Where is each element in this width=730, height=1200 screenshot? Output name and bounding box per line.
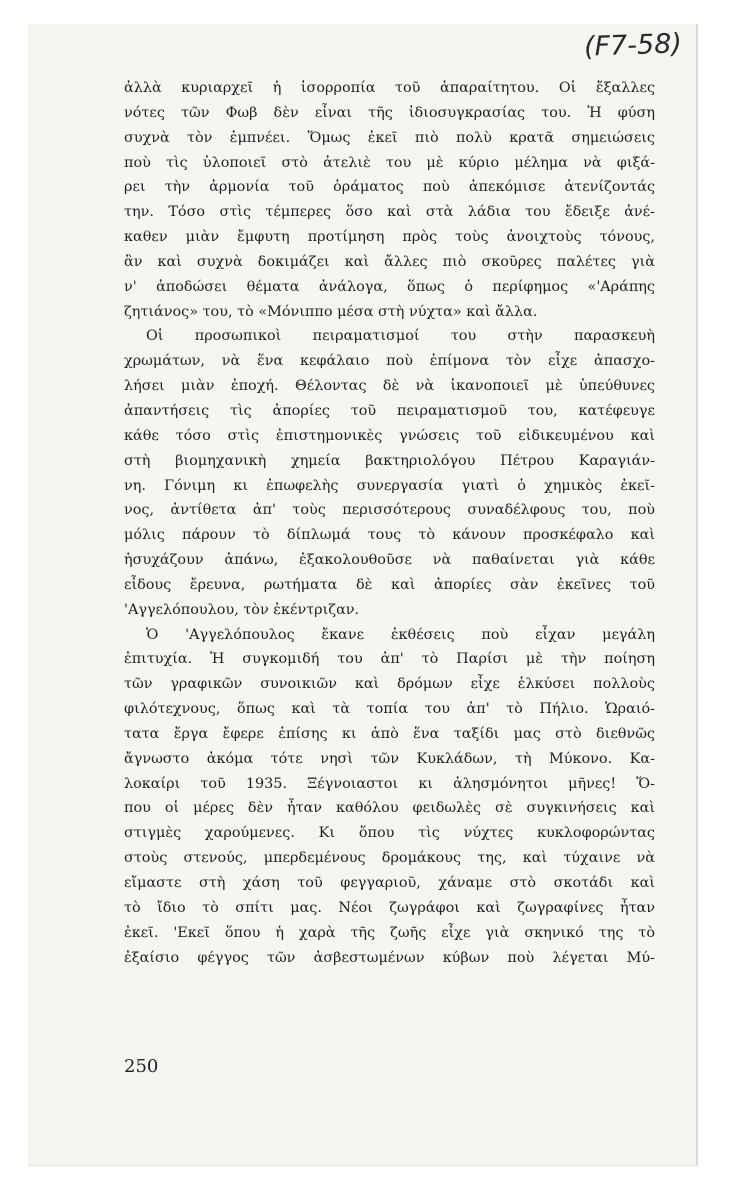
text-line: κάθε τόσο στὶς ἐπιστημονικὲς γνώσεις τοῦ εἰδικευμένου καὶ (124, 427, 655, 444)
text-line: ποὺ τὶς ὑλοποιεῖ στὸ ἀτελιὲ του μὲ κύριο μέλημα νὰ φιξά- (124, 154, 655, 171)
paragraph-1 (124, 76, 655, 324)
text-line: στοὺς στενούς, μπερδεμένους δρομάκους της, καὶ τύχαινε νὰ (124, 850, 655, 867)
text-line: νότες τῶν Φωβ δὲν εἶναι τῆς ἰδιοσυγκρασίας του. Ἡ φύση (124, 104, 655, 121)
page-body-text (124, 76, 655, 970)
text-line: ἐκεῖ. 'Εκεῖ ὅπου ἡ χαρὰ τῆς ζωῆς εἶχε γιὰ σκηνικό της τὸ (124, 924, 655, 941)
text-line: ἀπαντήσεις τὶς ἀπορίες τοῦ πειραματισμοῦ του, κατέφευγε (124, 402, 655, 419)
text-line: Οἱ προσωπικοὶ πειραματισμοί του στὴν παρασκευὴ (146, 328, 655, 345)
text-line: που οἱ μέρες δὲν ἦταν καθόλου φειδωλὲς σὲ συγκινήσεις καὶ (124, 800, 655, 817)
text-line: στὴ βιομηχανικὴ χημεία βακτηριολόγου Πέτρου Καραγιάν- (124, 452, 655, 469)
page-number: 250 (124, 1056, 159, 1077)
text-line: ν' ἀποδώσει θέματα ἀνάλογα, ὅπως ὁ περίφημος «'Αράπης (124, 278, 655, 295)
text-line: ρει τὴν ἁρμονία τοῦ ὁράματος ποὺ ἀπεκόμισε ἀτενίζοντάς (124, 179, 655, 196)
text-line: ἐξαίσιο φέγγος τῶν ἀσβεστωμένων κύβων ποὺ λέγεται Μύ- (124, 949, 655, 966)
text-line: την. Τόσο στὶς τέμπερες ὅσο καὶ στὰ λάδια του ἔδειξε ἀνέ- (124, 204, 655, 221)
text-line: μόλις πάρουν τὸ δίπλωμά τους τὸ κάνουν προσκέφαλο καὶ (124, 527, 655, 544)
text-line: ἂν καὶ συχνὰ δοκιμάζει καὶ ἄλλες πιὸ σκοῦρες παλέτες γιὰ (124, 253, 655, 270)
text-line: τατα ἔργα ἔφερε ἐπίσης κι ἀπὸ ἕνα ταξίδι μας στὸ διεθνῶς (124, 725, 655, 742)
text-line: συχνὰ τὸν ἐμπνέει. Ὅμως ἐκεῖ πιὸ πολὺ κρατᾶ σημειώσεις (124, 129, 655, 146)
text-line: λήσει μιὰν ἐποχή. Θέλοντας δὲ νὰ ἱκανοποιεῖ μὲ ὑπεύθυνες (124, 378, 655, 395)
text-line: στιγμὲς χαρούμενες. Κι ὅπου τὶς νύχτες κυκλοφορώντας (124, 825, 655, 842)
text-line: ἀλλὰ κυριαρχεῖ ἡ ἰσορροπία τοῦ ἀπαραίτητου. Οἱ ἔξαλλες (124, 80, 655, 96)
text-line: 'Αγγελόπουλου, τὸν ἐκέντριζαν. (124, 601, 360, 618)
text-line: νη. Γόνιμη κι ἐπωφελὴς συνεργασία γιατὶ ὁ χημικὸς ἐκεῖ- (124, 477, 655, 494)
text-line: ζητιάνος» του, τὸ «Μόνιππο μέσα στὴ νύχτα» καὶ ἄλλα. (124, 303, 538, 320)
text-line: νος, ἀντίθετα ἀπ' τοὺς περισσότερους συναδέλφους του, ποὺ (124, 502, 655, 519)
handwritten-reference-note: (F7-58) (583, 28, 683, 63)
text-line: χρωμάτων, νὰ ἕνα κεφάλαιο ποὺ ἐπίμονα τὸν εἶχε ἀπασχο- (124, 353, 655, 370)
text-line: καθεν μιὰν ἔμφυτη προτίμηση πρὸς τοὺς ἀνοιχτοὺς τόνους, (124, 229, 655, 246)
text-line: φιλότεχνους, ὅπως καὶ τὰ τοπία του ἀπ' τὸ Πήλιο. Ὡραιό- (124, 701, 655, 718)
text-line: Ὁ 'Αγγελόπουλος ἔκανε ἐκθέσεις ποὺ εἶχαν μεγάλη (146, 626, 655, 643)
text-line: τὸ ἴδιο τὸ σπίτι μας. Νέοι ζωγράφοι καὶ ζωγραφίνες ἦταν (124, 899, 655, 916)
text-line: τῶν γραφικῶν συνοικιῶν καὶ δρόμων εἶχε ἑλκύσει πολλοὺς (124, 676, 655, 693)
text-line: ἄγνωστο ἀκόμα τότε νησὶ τῶν Κυκλάδων, τὴ Μύκονο. Κα- (124, 750, 655, 767)
text-line: λοκαίρι τοῦ 1935. Ξέγνοιαστοι κι ἀλησμόνητοι μῆνες! Ὅ- (124, 775, 655, 792)
paragraph-2 (124, 324, 655, 622)
text-line: εἴμαστε στὴ χάση τοῦ φεγγαριοῦ, χάναμε στὸ σκοτάδι καὶ (124, 875, 655, 891)
text-line: ἐπιτυχία. Ἡ συγκομιδή του ἀπ' τὸ Παρίσι μὲ τὴν ποίηση (124, 651, 655, 668)
text-line: εἶδους ἔρευνα, ρωτήματα δὲ καὶ ἀπορίες σὰν ἐκεῖνες τοῦ (124, 576, 655, 593)
paragraph-3 (124, 623, 655, 971)
text-line: ἡσυχάζουν ἀπάνω, ἐξακολουθοῦσε νὰ παθαίνεται γιὰ κάθε (124, 552, 655, 569)
